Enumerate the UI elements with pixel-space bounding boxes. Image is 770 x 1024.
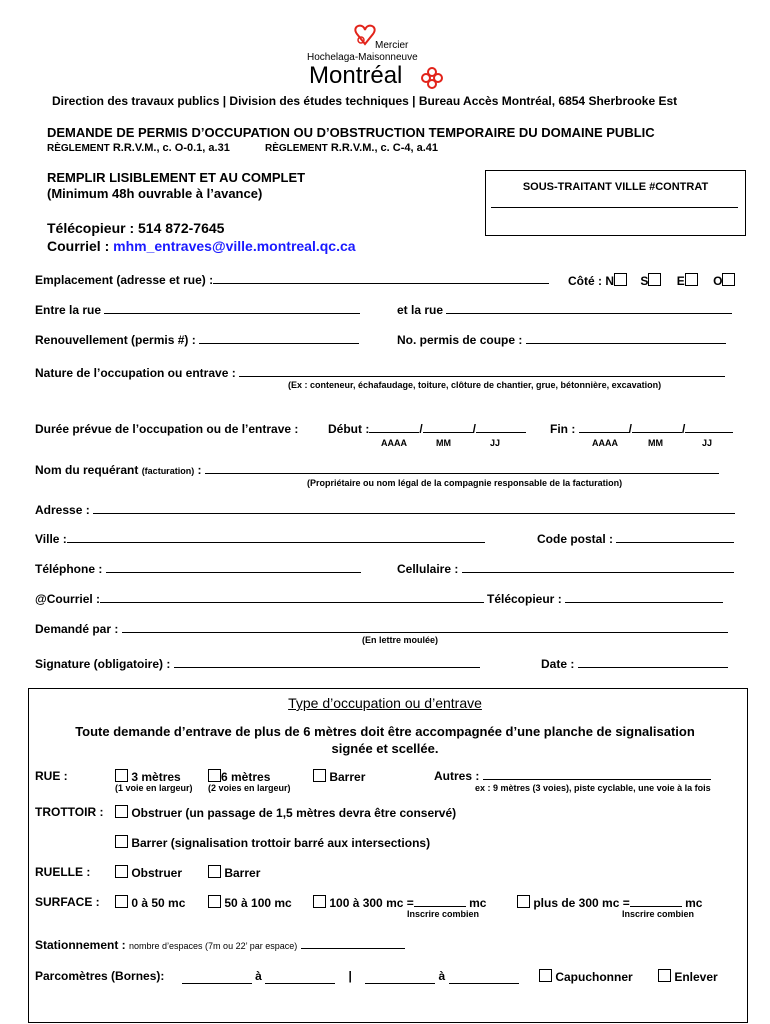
rue-3m-checkbox[interactable] (115, 769, 128, 782)
city-field[interactable] (67, 542, 485, 543)
fax-row: Télécopieur : (487, 592, 723, 606)
cut-permit-field[interactable] (526, 343, 726, 344)
between-row: Entre la rue (35, 303, 360, 317)
surface-3-checkbox[interactable] (313, 895, 326, 908)
subcontractor-field[interactable] (491, 207, 738, 208)
parking-field[interactable] (301, 948, 405, 949)
start-day-field[interactable] (476, 432, 526, 433)
date-field[interactable] (578, 667, 728, 668)
meter-from-2-field[interactable] (365, 969, 435, 984)
end-dd: JJ (702, 438, 713, 448)
parking-row: Stationnement : nombre d’espaces (7m ou 22’ par espace) (35, 938, 405, 952)
sidewalk-block-option: Barrer (signalisation trottoir barré aux intersections) (115, 835, 430, 850)
end-year-field[interactable] (579, 432, 629, 433)
start-date-row: Début : / / (328, 422, 526, 436)
applicant-hint: (Propriétaire ou nom légal de la compagnie responsable de la facturation) (307, 478, 623, 488)
surface-4-field[interactable] (630, 906, 682, 907)
notice-line-2: signée et scellée. (331, 741, 439, 756)
email-field[interactable] (100, 602, 484, 603)
nature-field[interactable] (239, 376, 725, 377)
lane-block-checkbox[interactable] (208, 865, 221, 878)
end-mm: MM (648, 438, 663, 448)
start-month-field[interactable] (423, 432, 473, 433)
remove-checkbox[interactable] (658, 969, 671, 982)
lane-block-option: Barrer (208, 865, 260, 880)
duration-label: Durée prévue de l’occupation ou de l’entrave : (35, 422, 299, 436)
email-link[interactable]: mhm_entraves@ville.montreal.qc.ca (113, 238, 356, 254)
sidewalk-label: TROTTOIR : (35, 805, 104, 819)
surface-1-checkbox[interactable] (115, 895, 128, 908)
surface-2-option: 50 à 100 mc (208, 895, 292, 910)
cut-permit-row: No. permis de coupe : (397, 333, 726, 347)
logo (305, 18, 455, 93)
others-hint: ex : 9 mètres (3 voies), piste cyclable, une voie à la fois (475, 783, 711, 793)
surface-3-option: 100 à 300 mc = mc (313, 895, 486, 910)
city-row: Ville : (35, 532, 485, 546)
surface-3-hint: Inscrire combien (407, 909, 480, 919)
and-street-field[interactable] (446, 313, 732, 314)
regulation-1: RÈGLEMENT R.R.V.M., c. O-0.1, a.31 (47, 142, 230, 154)
cap-checkbox[interactable] (539, 969, 552, 982)
rue-label: RUE : (35, 769, 68, 783)
end-month-field[interactable] (632, 432, 682, 433)
surface-4-checkbox[interactable] (517, 895, 530, 908)
requested-by-row: Demandé par : (35, 622, 728, 636)
end-date-row: Fin : / / (550, 422, 733, 436)
notice-line-1: Toute demande d’entrave de plus de 6 mètres doit être accompagnée d’une planche de signalisation (75, 724, 695, 739)
fax-field[interactable] (565, 602, 723, 603)
rue-3m-option: 3 mètres (115, 769, 181, 784)
side-s-checkbox[interactable] (648, 273, 661, 286)
and-street-row: et la rue (397, 303, 732, 317)
signature-row: Signature (obligatoire) : (35, 657, 480, 671)
side-row: Côté : N S E O (568, 273, 735, 288)
rue-6m-option: 6 mètres (208, 769, 270, 784)
postal-field[interactable] (616, 542, 734, 543)
postal-row: Code postal : (537, 532, 734, 546)
signature-field[interactable] (174, 667, 480, 668)
cell-row: Cellulaire : (397, 562, 734, 576)
address-field[interactable] (93, 513, 735, 514)
requested-by-field[interactable] (122, 632, 728, 633)
city-flower-icon (420, 66, 444, 90)
surface-4-hint: Inscrire combien (622, 909, 695, 919)
rue-6m-checkbox[interactable] (208, 769, 221, 782)
side-o-checkbox[interactable] (722, 273, 735, 286)
start-yyyy: AAAA (381, 438, 407, 448)
sidewalk-obstruct-checkbox[interactable] (115, 805, 128, 818)
phone-field[interactable] (106, 572, 361, 573)
side-e-checkbox[interactable] (685, 273, 698, 286)
surface-3-field[interactable] (414, 906, 466, 907)
others-row: Autres : (434, 769, 711, 783)
fax-number: Télécopieur : 514 872-7645 (47, 220, 225, 236)
lane-obstruct-option: Obstruer (115, 865, 182, 880)
sidewalk-block-checkbox[interactable] (115, 835, 128, 848)
logo-district-1: Mercier (375, 40, 409, 51)
address-row: Adresse : (35, 503, 735, 517)
surface-4-option: plus de 300 mc = mc (517, 895, 702, 910)
location-row: Emplacement (adresse et rue) : (35, 273, 549, 287)
phone-row: Téléphone : (35, 562, 361, 576)
occupation-heading: Type d’occupation ou d’entrave (288, 695, 482, 711)
subcontractor-label: SOUS-TRAITANT VILLE #CONTRAT (522, 181, 709, 193)
applicant-row: Nom du requérant (facturation) : (35, 463, 719, 477)
rue-block-checkbox[interactable] (313, 769, 326, 782)
surface-2-checkbox[interactable] (208, 895, 221, 908)
surface-1-option: 0 à 50 mc (115, 895, 185, 910)
lane-obstruct-checkbox[interactable] (115, 865, 128, 878)
surface-label: SURFACE : (35, 895, 100, 909)
form-title: DEMANDE DE PERMIS D’OCCUPATION OU D’OBSTRUCTION TEMPORAIRE DU DOMAINE PUBLIC (47, 125, 655, 140)
logo-city: Montréal (309, 62, 403, 89)
cell-field[interactable] (462, 572, 734, 573)
date-row: Date : (541, 657, 728, 671)
renewal-field[interactable] (199, 343, 359, 344)
instructions: REMPLIR LISIBLEMENT ET AU COMPLET (47, 170, 306, 185)
lane-label: RUELLE : (35, 865, 91, 879)
others-field[interactable] (483, 779, 711, 780)
nature-row: Nature de l’occupation ou entrave : (35, 366, 725, 380)
rue-6m-note: (2 voies en largeur) (208, 783, 291, 793)
start-dd: JJ (490, 438, 501, 448)
email-row: @Courriel : (35, 592, 484, 606)
remove-option: Enlever (658, 969, 718, 984)
email-contact: Courriel : mhm_entraves@ville.montreal.qc.ca (47, 238, 356, 254)
renewal-row: Renouvellement (permis #) : (35, 333, 359, 347)
end-yyyy: AAAA (592, 438, 618, 448)
sidewalk-obstruct-option: Obstruer (un passage de 1,5 mètres devra être conservé) (115, 805, 456, 820)
regulation-2: RÈGLEMENT R.R.V.M., c. C-4, a.41 (265, 142, 439, 154)
logo-district-2: Hochelaga-Maisonneuve (307, 52, 418, 63)
meter-to-1-field[interactable] (265, 969, 335, 984)
rue-block-option: Barrer (313, 769, 365, 784)
subcontractor-box (485, 170, 746, 236)
delay-notice: (Minimum 48h ouvrable à l’avance) (47, 186, 263, 201)
start-mm: MM (436, 438, 451, 448)
between-street-field[interactable] (104, 313, 360, 314)
rue-3m-note: (1 voie en largeur) (115, 783, 193, 793)
side-n-checkbox[interactable] (614, 273, 627, 286)
nature-hint: (Ex : conteneur, échafaudage, toiture, clôture de chantier, grue, bétonnière, excavation) (288, 380, 662, 390)
end-day-field[interactable] (685, 432, 733, 433)
meter-from-1-field[interactable] (182, 969, 252, 984)
department-line: Direction des travaux publics | Division des études techniques | Bureau Accès Montréal, 6854 Sherbrooke Est (52, 94, 678, 108)
start-year-field[interactable] (369, 432, 419, 433)
applicant-field[interactable] (205, 473, 719, 474)
meters-row: Parcomètres (Bornes): à | à (35, 969, 519, 984)
cap-option: Capuchonner (539, 969, 633, 984)
meter-to-2-field[interactable] (449, 969, 519, 984)
location-field[interactable] (213, 283, 549, 284)
block-letters-hint: (En lettre moulée) (362, 635, 439, 645)
